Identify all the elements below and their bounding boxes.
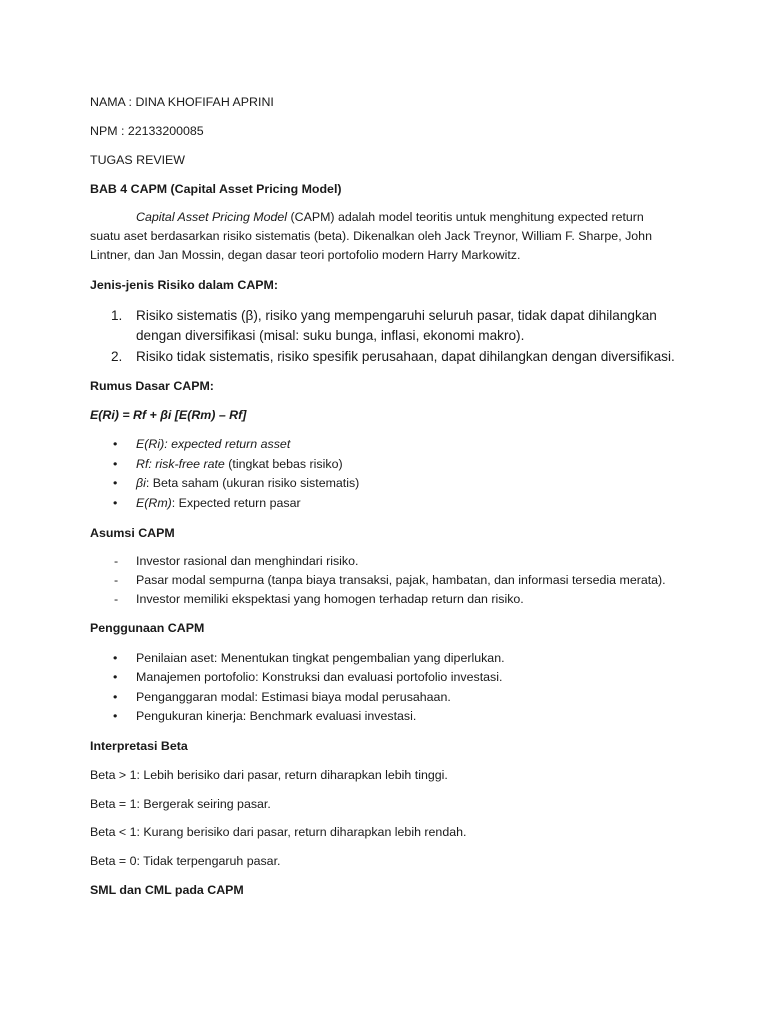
bullet-icon: • bbox=[113, 496, 118, 510]
beta-heading: Interpretasi Beta bbox=[90, 739, 188, 753]
student-npm: NPM : 22133200085 bbox=[90, 124, 204, 138]
beta-line: Beta = 0: Tidak terpengaruh pasar. bbox=[90, 854, 281, 868]
dash-marker: - bbox=[114, 554, 119, 568]
risk-types-heading: Jenis-jenis Risiko dalam CAPM: bbox=[90, 278, 278, 292]
student-name: NAMA : DINA KHOFIFAH APRINI bbox=[90, 95, 274, 109]
usage-item: Penilaian aset: Menentukan tingkat pengembalian yang diperlukan. bbox=[136, 651, 505, 665]
bullet-icon: • bbox=[113, 457, 118, 471]
usage-item: Penganggaran modal: Estimasi biaya modal perusahaan. bbox=[136, 690, 451, 704]
list-number: 2. bbox=[111, 349, 123, 364]
formula-def-erm: E(Rm): Expected return pasar bbox=[136, 496, 301, 510]
bullet-icon: • bbox=[113, 670, 118, 684]
formula-def-eri: E(Ri): expected return asset bbox=[136, 437, 291, 451]
assumption-item: Investor rasional dan menghindari risiko. bbox=[136, 554, 359, 568]
beta-line: Beta < 1: Kurang berisiko dari pasar, return diharapkan lebih rendah. bbox=[90, 825, 467, 839]
assignment-label: TUGAS REVIEW bbox=[90, 153, 186, 167]
usage-heading: Penggunaan CAPM bbox=[90, 621, 205, 635]
capm-formula: E(Ri) = Rf + βi [E(Rm) – Rf] bbox=[90, 408, 247, 422]
formula-def-rf: Rf: risk-free rate (tingkat bebas risiko) bbox=[136, 457, 343, 471]
bullet-icon: • bbox=[113, 690, 118, 704]
risk-item-1-line-1: Risiko sistematis (β), risiko yang mempengaruhi seluruh pasar, tidak dapat dihilangkan bbox=[136, 308, 657, 323]
formula-def-beta: βi: Beta saham (ukuran risiko sistematis) bbox=[136, 476, 360, 490]
beta-line: Beta = 1: Bergerak seiring pasar. bbox=[90, 797, 271, 811]
bullet-icon: • bbox=[113, 437, 118, 451]
usage-item: Pengukuran kinerja: Benchmark evaluasi investasi. bbox=[136, 709, 417, 723]
bullet-icon: • bbox=[113, 709, 118, 723]
chapter-title: BAB 4 CAPM (Capital Asset Pricing Model) bbox=[90, 182, 342, 196]
bullet-icon: • bbox=[113, 476, 118, 490]
risk-item-2: Risiko tidak sistematis, risiko spesifik perusahaan, dapat dihilangkan dengan diversifikasi. bbox=[136, 349, 675, 364]
assumption-item: Investor memiliki ekspektasi yang homogen terhadap return dan risiko. bbox=[136, 592, 524, 606]
list-number: 1. bbox=[111, 308, 123, 323]
intro-text: (CAPM) adalah model teoritis untuk menghitung expected return suatu aset berdasarkan risiko sistematis (beta). Dikenalkan oleh Jack Treynor, William F. Sharpe, John Lintner, dan Jan Mossin, degan dasar teori portofolio modern Harry Markowitz. bbox=[90, 210, 652, 262]
risk-item-1-line-2: dengan diversifikasi (misal: suku bunga, inflasi, ekonomi makro). bbox=[136, 328, 525, 343]
assumptions-heading: Asumsi CAPM bbox=[90, 526, 175, 540]
dash-marker: - bbox=[114, 573, 119, 587]
intro-paragraph bbox=[90, 208, 670, 265]
assumption-item: Pasar modal sempurna (tanpa biaya transaksi, pajak, hambatan, dan informasi tersedia merata). bbox=[136, 573, 666, 587]
formula-heading: Rumus Dasar CAPM: bbox=[90, 379, 214, 393]
dash-marker: - bbox=[114, 592, 119, 606]
beta-line: Beta > 1: Lebih berisiko dari pasar, return diharapkan lebih tinggi. bbox=[90, 768, 448, 782]
intro-term: Capital Asset Pricing Model bbox=[136, 210, 288, 224]
sml-cml-heading: SML dan CML pada CAPM bbox=[90, 883, 244, 897]
usage-item: Manajemen portofolio: Konstruksi dan evaluasi portofolio investasi. bbox=[136, 670, 503, 684]
bullet-icon: • bbox=[113, 651, 118, 665]
